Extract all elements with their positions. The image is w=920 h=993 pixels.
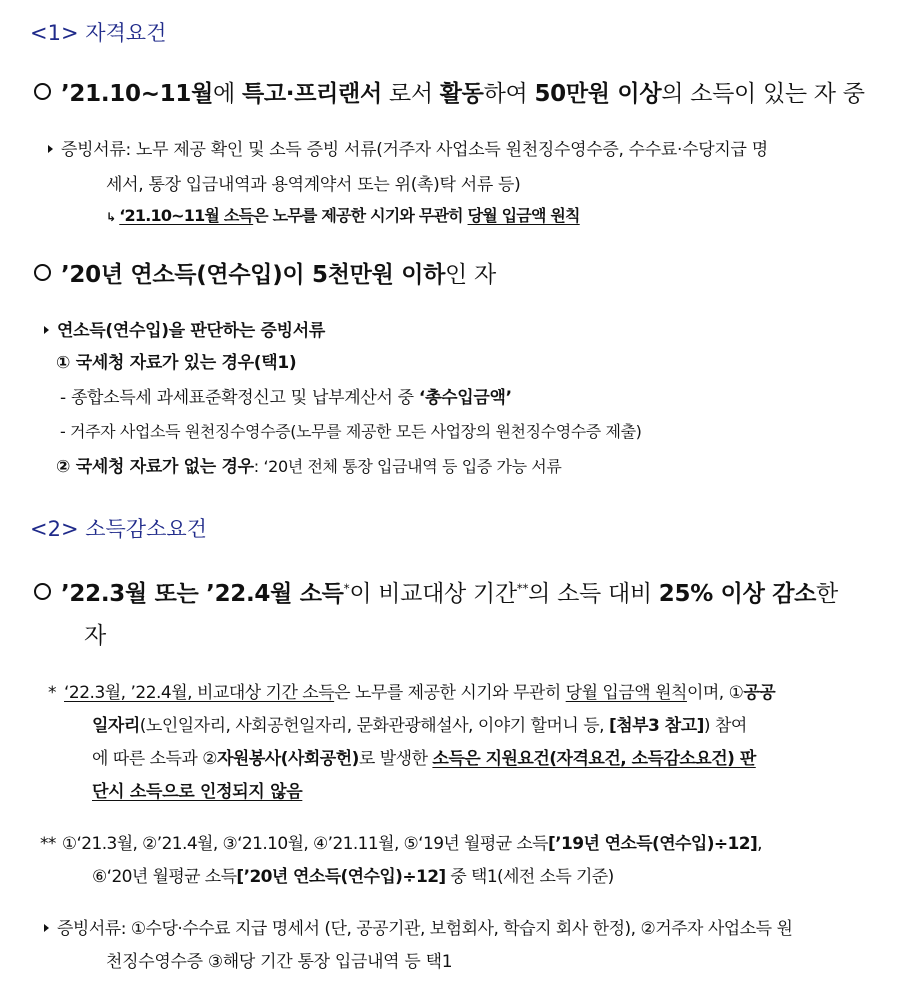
text: 에 [213,81,242,107]
circle-bullet-icon [34,264,51,281]
text: 로 발생한 [358,749,433,769]
income-threshold: 50만원 이상 [534,81,662,107]
worker-type: 특고·프리랜서 [241,81,382,107]
text: 당월 입금액 원칙 [565,683,687,703]
text: 의 소득 대비 [528,581,659,607]
footnote-1-line1 [48,678,775,703]
footnote-mark: * [48,683,56,703]
text: ) 참여 [703,716,747,736]
text: [’19년 연소득(연수입)÷12] [547,834,758,854]
text: : ‘20년 전체 통장 입금내역 등 입증 가능 서류 [253,457,562,476]
text: 한 [816,581,838,607]
text: , [757,834,762,854]
evidence-2-case1: ① 국세청 자료가 있는 경우(택1) [56,353,297,373]
footnote-mark: ** [40,834,56,854]
text: 중 택1(세전 소득 기준) [445,867,614,887]
evidence-1-line1 [48,135,768,160]
text: [첨부3 참고] [608,716,704,736]
evidence-1-line2: 세서, 통장 입금내역과 용역계약서 또는 위(촉)탁 서류 등) [106,175,521,195]
circle-bullet-icon [34,83,51,100]
footnote-mark: * [343,581,350,596]
text: 일자리 [92,716,140,736]
criterion-2 [34,256,496,289]
triangle-bullet-icon [44,326,49,334]
criterion-3-line2: 자 [84,623,106,649]
text: 인 자 [445,262,496,288]
text: 에 따른 소득과 ② [92,749,217,769]
text: 은 노무를 제공한 시기와 무관히 [334,683,566,703]
text: ’20년 연소득(연수입)이 5천만원 이하 [61,262,446,288]
footnote-1-line3 [92,744,756,769]
evidence-3-line1 [44,914,792,939]
text: (노인일자리, 사회공헌일자리, 문화관광해설사, 이야기 할머니 등, [139,716,609,736]
text: ⑥‘20년 월평균 소득 [92,867,237,887]
evidence-2-detail1 [60,383,512,408]
evidence-3-line2: 천징수영수증 ③해당 기간 통장 입금내역 등 택1 [106,952,453,972]
text: 연소득(연수입)을 판단하는 증빙서류 [57,321,326,341]
evidence-2-detail2: - 거주자 사업소득 원천징수영수증(노무를 제공한 모든 사업장의 원천징수영수증 제출) [60,422,642,441]
text: - 종합소득세 과세표준확정신고 및 납부계산서 중 [60,388,419,408]
text: 증빙서류: 노무 제공 확인 및 소득 증빙 서류(거주자 사업소득 원천징수영수증, 수수료·수당지급 명 [61,140,768,160]
footnote-2-line1 [40,829,762,854]
text: ‘22.3월, ’22.4월, 비교대상 기간 소득 [64,683,335,703]
footnote-mark: ** [516,581,529,596]
circle-bullet-icon [34,583,51,600]
text: ‘총수입금액’ [418,388,512,408]
text: 당월 입금액 원칙 [467,206,580,225]
criterion-1 [34,75,865,108]
activity-text: 활동 [439,81,484,107]
evidence-2-head [44,316,325,341]
evidence-2-case2 [56,452,561,477]
text: 소득은 지원요건(자격요건, 소득감소요건) 판 [432,749,756,769]
text: 이며, ① [686,683,744,703]
arrow-icon: ↳ [106,210,116,224]
evidence-1-note [106,203,580,226]
text: 로서 [381,81,440,107]
footnote-1-line2 [92,711,747,736]
text: [’20년 연소득(연수입)÷12] [236,867,446,887]
text: 증빙서류: ①수당·수수료 지급 명세서 (단, 공공기관, 보험회사, 학습지 회사 한정), ②거주자 사업소득 원 [57,919,793,939]
footnote-2-line2 [92,862,614,887]
criterion-3 [34,575,838,608]
text: 자원봉사(사회공헌) [216,749,359,769]
triangle-bullet-icon [44,924,49,932]
text: 의 소득이 있는 자 중 [661,81,865,107]
text: ①‘21.3월, ②’21.4월, ③‘21.10월, ④’21.11월, ⑤‘19년 월평균 소득 [61,834,548,854]
text: 하여 [483,81,535,107]
text: 이 비교대상 기간 [349,581,517,607]
text: ’22.3월 또는 ’22.4월 소득 [61,581,344,607]
text: ‘21.10~11월 소득 [119,206,254,225]
triangle-bullet-icon [48,145,53,153]
text: 은 노무를 제공한 시기와 무관히 [253,206,468,225]
footnote-1-line4: 단시 소득으로 인정되지 않음 [92,782,303,802]
text: ② 국세청 자료가 없는 경우 [56,457,254,477]
section1-heading: <1> 자격요건 [30,21,167,45]
text: 공공 [743,683,776,703]
section2-heading: <2> 소득감소요건 [30,517,207,541]
text: 25% 이상 감소 [658,581,817,607]
period-text: ’21.10~11월 [61,81,213,107]
